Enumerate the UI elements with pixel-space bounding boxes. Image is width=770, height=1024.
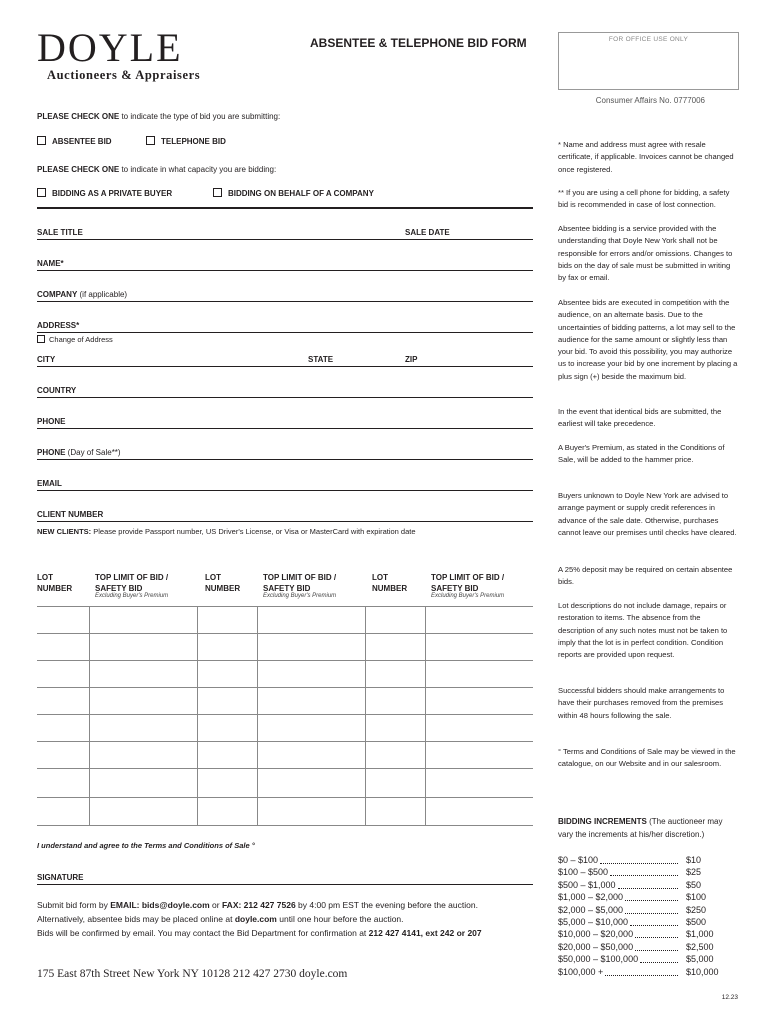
- company-bidding-label: BIDDING ON BEHALF OF A COMPANY: [228, 189, 374, 198]
- checkbox-square[interactable]: [37, 188, 46, 197]
- section-divider: [37, 207, 533, 209]
- increment-row: [558, 880, 728, 892]
- table-column-divider: [257, 606, 258, 826]
- table-column-divider: [197, 606, 198, 826]
- address-label: ADDRESS*: [37, 321, 80, 330]
- office-use-box: [558, 32, 739, 90]
- table-row[interactable]: [37, 687, 533, 688]
- increment-leader: [610, 875, 678, 876]
- zip-label: ZIP: [405, 355, 418, 364]
- note-cell-phone: ** If you are using a cell phone for bidding, a safety bid is recommended in case of lost connection.: [558, 188, 730, 210]
- table-row[interactable]: [37, 768, 533, 769]
- phone-field[interactable]: [37, 415, 533, 429]
- note-identical-bids: In the event that identical bids are submitted, the earliest will take precedence.: [558, 407, 722, 429]
- increments-note: (The auctioneer may vary the increments at his/her discretion.): [558, 817, 723, 839]
- table-column-divider: [89, 606, 90, 826]
- note-competition: Absentee bids are executed in competition with the audience, on an alternate basis. Due to the uncertainties of bidding patterns, a lot may sell to the audience for the same amount or slightly less than your bid. To avoid this possibility, you may authorize us to increase your bid by one increment by placing a plus sign (+) beside the maximum bid.: [558, 298, 738, 381]
- new-clients-bold: NEW CLIENTS:: [37, 527, 92, 536]
- note-lot-descriptions: Lot descriptions do not include damage, repairs or restoration to items. The absence from the description of any such notes must not be taken to imply that the lot is in perfect condition. Condition reports are provided upon request.: [558, 601, 728, 660]
- confirmation-phone: 212 427 4141, ext 242 or 207: [368, 928, 482, 938]
- bid-header-2: TOP LIMIT OF BID / SAFETY BID: [263, 573, 337, 593]
- lot-number-header-1: LOT NUMBER: [37, 573, 73, 593]
- increment-row: [558, 967, 728, 979]
- client-number-field[interactable]: [37, 508, 533, 522]
- increment-range: $500 – $1,000: [558, 879, 616, 890]
- online-instructions: Alternatively, absentee bids may be placed online at doyle.com until one hour before the auction.: [37, 914, 404, 924]
- increment-amount: $100: [686, 892, 707, 903]
- table-column-divider: [425, 606, 426, 826]
- name-field[interactable]: [37, 257, 533, 271]
- increments-title-bold: BIDDING INCREMENTS: [558, 817, 647, 826]
- absentee-bid-checkbox[interactable]: [37, 131, 112, 149]
- signature-field[interactable]: [37, 871, 533, 885]
- bid-subheader-1: Excluding Buyer's Premium: [95, 593, 169, 599]
- company-field[interactable]: [37, 288, 533, 302]
- bid-subheader-2: Excluding Buyer's Premium: [263, 593, 337, 599]
- note-absentee-service: Absentee bidding is a service provided with the understanding that Doyle New York shall not be responsible for errors and/or omissions. Changes to bids on the day of sale must be submitted in writing by fax or email.: [558, 224, 733, 283]
- increment-range: $5,000 – $10,000: [558, 917, 629, 927]
- increment-amount: $10: [686, 855, 702, 865]
- confirmation-instructions: Bids will be confirmed by email. You may contact the Bid Department for confirmation at 212 427 4141, ext 242 or 207: [37, 928, 482, 938]
- lot-number-header-3: LOT NUMBER: [372, 573, 408, 593]
- increment-range: $100,000 +: [558, 966, 604, 977]
- note-unknown-buyers: Buyers unknown to Doyle New York are advised to arrange payment or supply credit references in advance of the sale date. Otherwise, purchases cannot leave our premises until checks have cleared.: [558, 491, 737, 537]
- note-name-address: * Name and address must agree with resale certificate, if applicable. Invoices cannot be changed once registered.: [558, 140, 734, 174]
- office-use-label: FOR OFFICE USE ONLY: [608, 36, 689, 43]
- checkbox-square[interactable]: [37, 335, 45, 343]
- logo-tagline: Auctioneers & Appraisers: [47, 68, 201, 82]
- checkbox-square[interactable]: [213, 188, 222, 197]
- increment-row: [558, 905, 728, 917]
- telephone-bid-checkbox[interactable]: [146, 131, 226, 149]
- email-field[interactable]: [37, 477, 533, 491]
- phone-day-field[interactable]: [37, 446, 533, 460]
- table-row[interactable]: [37, 606, 533, 607]
- company-label: [37, 290, 127, 299]
- state-label: STATE: [308, 355, 334, 364]
- sale-date-label: SALE DATE: [405, 228, 450, 237]
- increment-row: [558, 929, 728, 941]
- doyle-logo: DOYLE: [37, 25, 183, 70]
- increment-leader: [600, 863, 678, 864]
- increment-range: $0 – $100: [558, 855, 599, 865]
- increment-range: $50,000 – $100,000: [558, 954, 639, 965]
- increment-leader: [630, 925, 678, 926]
- absentee-bid-label: ABSENTEE BID: [52, 137, 112, 146]
- bidding-increments-title: [558, 816, 738, 841]
- telephone-bid-label: TELEPHONE BID: [161, 137, 226, 146]
- checkbox-square[interactable]: [37, 136, 46, 145]
- increment-amount: $250: [686, 904, 707, 915]
- form-version: 12.23: [721, 994, 738, 1001]
- table-row[interactable]: [37, 797, 533, 798]
- online-site-link[interactable]: doyle.com: [234, 914, 277, 924]
- increment-amount: $500: [686, 917, 707, 927]
- city-state-zip-field[interactable]: [37, 353, 533, 367]
- bid-type-prompt-bold: PLEASE CHECK ONE: [37, 112, 120, 121]
- increment-leader: [625, 913, 678, 914]
- note-successful-bidders: Successful bidders should make arrangements to have their purchases removed from the premises within 48 hours following the sale.: [558, 686, 725, 720]
- address-field[interactable]: [37, 319, 533, 333]
- increment-range: $100 – $500: [558, 867, 609, 878]
- new-clients-rest: Please provide Passport number, US Driver's License, or Visa or MasterCard with expiration date: [91, 527, 416, 536]
- increment-row: [558, 917, 728, 929]
- increment-leader: [605, 975, 678, 976]
- signature-label: SIGNATURE: [37, 873, 84, 882]
- increment-range: $10,000 – $20,000: [558, 929, 634, 940]
- terms-agreement: I understand and agree to the Terms and Conditions of Sale °: [37, 841, 255, 850]
- company-bidding-checkbox[interactable]: [213, 183, 374, 201]
- table-row[interactable]: [37, 741, 533, 742]
- sale-info-field[interactable]: [37, 226, 533, 240]
- phone-day-label-text: PHONE: [37, 448, 66, 457]
- name-label: NAME*: [37, 259, 64, 268]
- increment-row: [558, 954, 728, 966]
- increment-leader: [635, 937, 678, 938]
- submit-instructions: Submit bid form by EMAIL: bids@doyle.com or FAX: 212 427 7526 by 4:00 pm EST the evening before the auction.: [37, 900, 478, 910]
- phone-day-label: [37, 448, 121, 457]
- submit-fax: FAX: 212 427 7526: [221, 900, 296, 910]
- increment-range: $1,000 – $2,000: [558, 892, 624, 903]
- submit-email[interactable]: EMAIL: bids@doyle.com: [110, 900, 210, 910]
- bid-type-prompt: [37, 112, 280, 121]
- increment-amount: $1,000: [686, 929, 714, 940]
- company-address: 175 East 87th Street New York NY 10128 212 427 2730 doyle.com: [37, 968, 348, 980]
- private-buyer-checkbox[interactable]: [37, 183, 172, 201]
- bid-header-3: TOP LIMIT OF BID / SAFETY BID: [431, 573, 505, 593]
- phone-label: PHONE: [37, 417, 66, 426]
- increment-amount: $5,000: [686, 954, 714, 965]
- note-buyers-premium: A Buyer's Premium, as stated in the Conditions of Sale, will be added to the hammer price.: [558, 443, 725, 465]
- table-row[interactable]: [37, 825, 533, 826]
- capacity-prompt-bold: PLEASE CHECK ONE: [37, 165, 120, 174]
- capacity-prompt-rest: to indicate in what capacity you are bidding:: [119, 165, 277, 174]
- capacity-prompt: [37, 165, 276, 174]
- table-row[interactable]: [37, 660, 533, 661]
- increment-range: $2,000 – $5,000: [558, 904, 624, 915]
- note-deposit: A 25% deposit may be required on certain absentee bids.: [558, 565, 733, 587]
- increment-leader: [625, 900, 678, 901]
- table-row[interactable]: [37, 633, 533, 634]
- checkbox-square[interactable]: [146, 136, 155, 145]
- increment-amount: $50: [686, 879, 702, 890]
- sale-title-label: SALE TITLE: [37, 228, 83, 237]
- consumer-affairs-number: Consumer Affairs No. 0777006: [595, 96, 705, 105]
- increment-leader: [640, 962, 678, 963]
- increment-row: [558, 855, 728, 867]
- country-label: COUNTRY: [37, 386, 77, 395]
- change-of-address-checkbox[interactable]: [37, 335, 113, 344]
- country-field[interactable]: [37, 384, 533, 398]
- phone-day-note: (Day of Sale**): [65, 448, 121, 457]
- increment-amount: $25: [686, 867, 702, 878]
- table-row[interactable]: [37, 714, 533, 715]
- note-terms-conditions: ° Terms and Conditions of Sale may be viewed in the catalogue, on our Website and in our salesroom.: [558, 747, 736, 769]
- bid-type-prompt-rest: to indicate the type of bid you are submitting:: [119, 112, 281, 121]
- increment-amount: $2,500: [686, 941, 714, 952]
- lot-number-header-2: LOT NUMBER: [205, 573, 241, 593]
- form-title: ABSENTEE & TELEPHONE BID FORM: [310, 36, 527, 50]
- increment-range: $20,000 – $50,000: [558, 941, 634, 952]
- bid-header-1: TOP LIMIT OF BID / SAFETY BID: [95, 573, 169, 593]
- city-label: CITY: [37, 355, 56, 364]
- increment-leader: [635, 950, 678, 951]
- client-number-label: CLIENT NUMBER: [37, 510, 104, 519]
- email-label: EMAIL: [37, 479, 62, 488]
- change-of-address-label: Change of Address: [49, 335, 113, 344]
- bid-subheader-3: Excluding Buyer's Premium: [431, 593, 505, 599]
- increment-row: [558, 867, 728, 879]
- increment-row: [558, 942, 728, 954]
- increment-leader: [618, 888, 678, 889]
- table-column-divider: [365, 606, 366, 826]
- new-clients-note: [37, 527, 416, 536]
- increment-row: [558, 892, 728, 904]
- increment-amount: $10,000: [686, 966, 719, 977]
- company-note: (if applicable): [77, 290, 128, 299]
- company-label-text: COMPANY: [37, 290, 78, 299]
- private-buyer-label: BIDDING AS A PRIVATE BUYER: [52, 189, 173, 198]
